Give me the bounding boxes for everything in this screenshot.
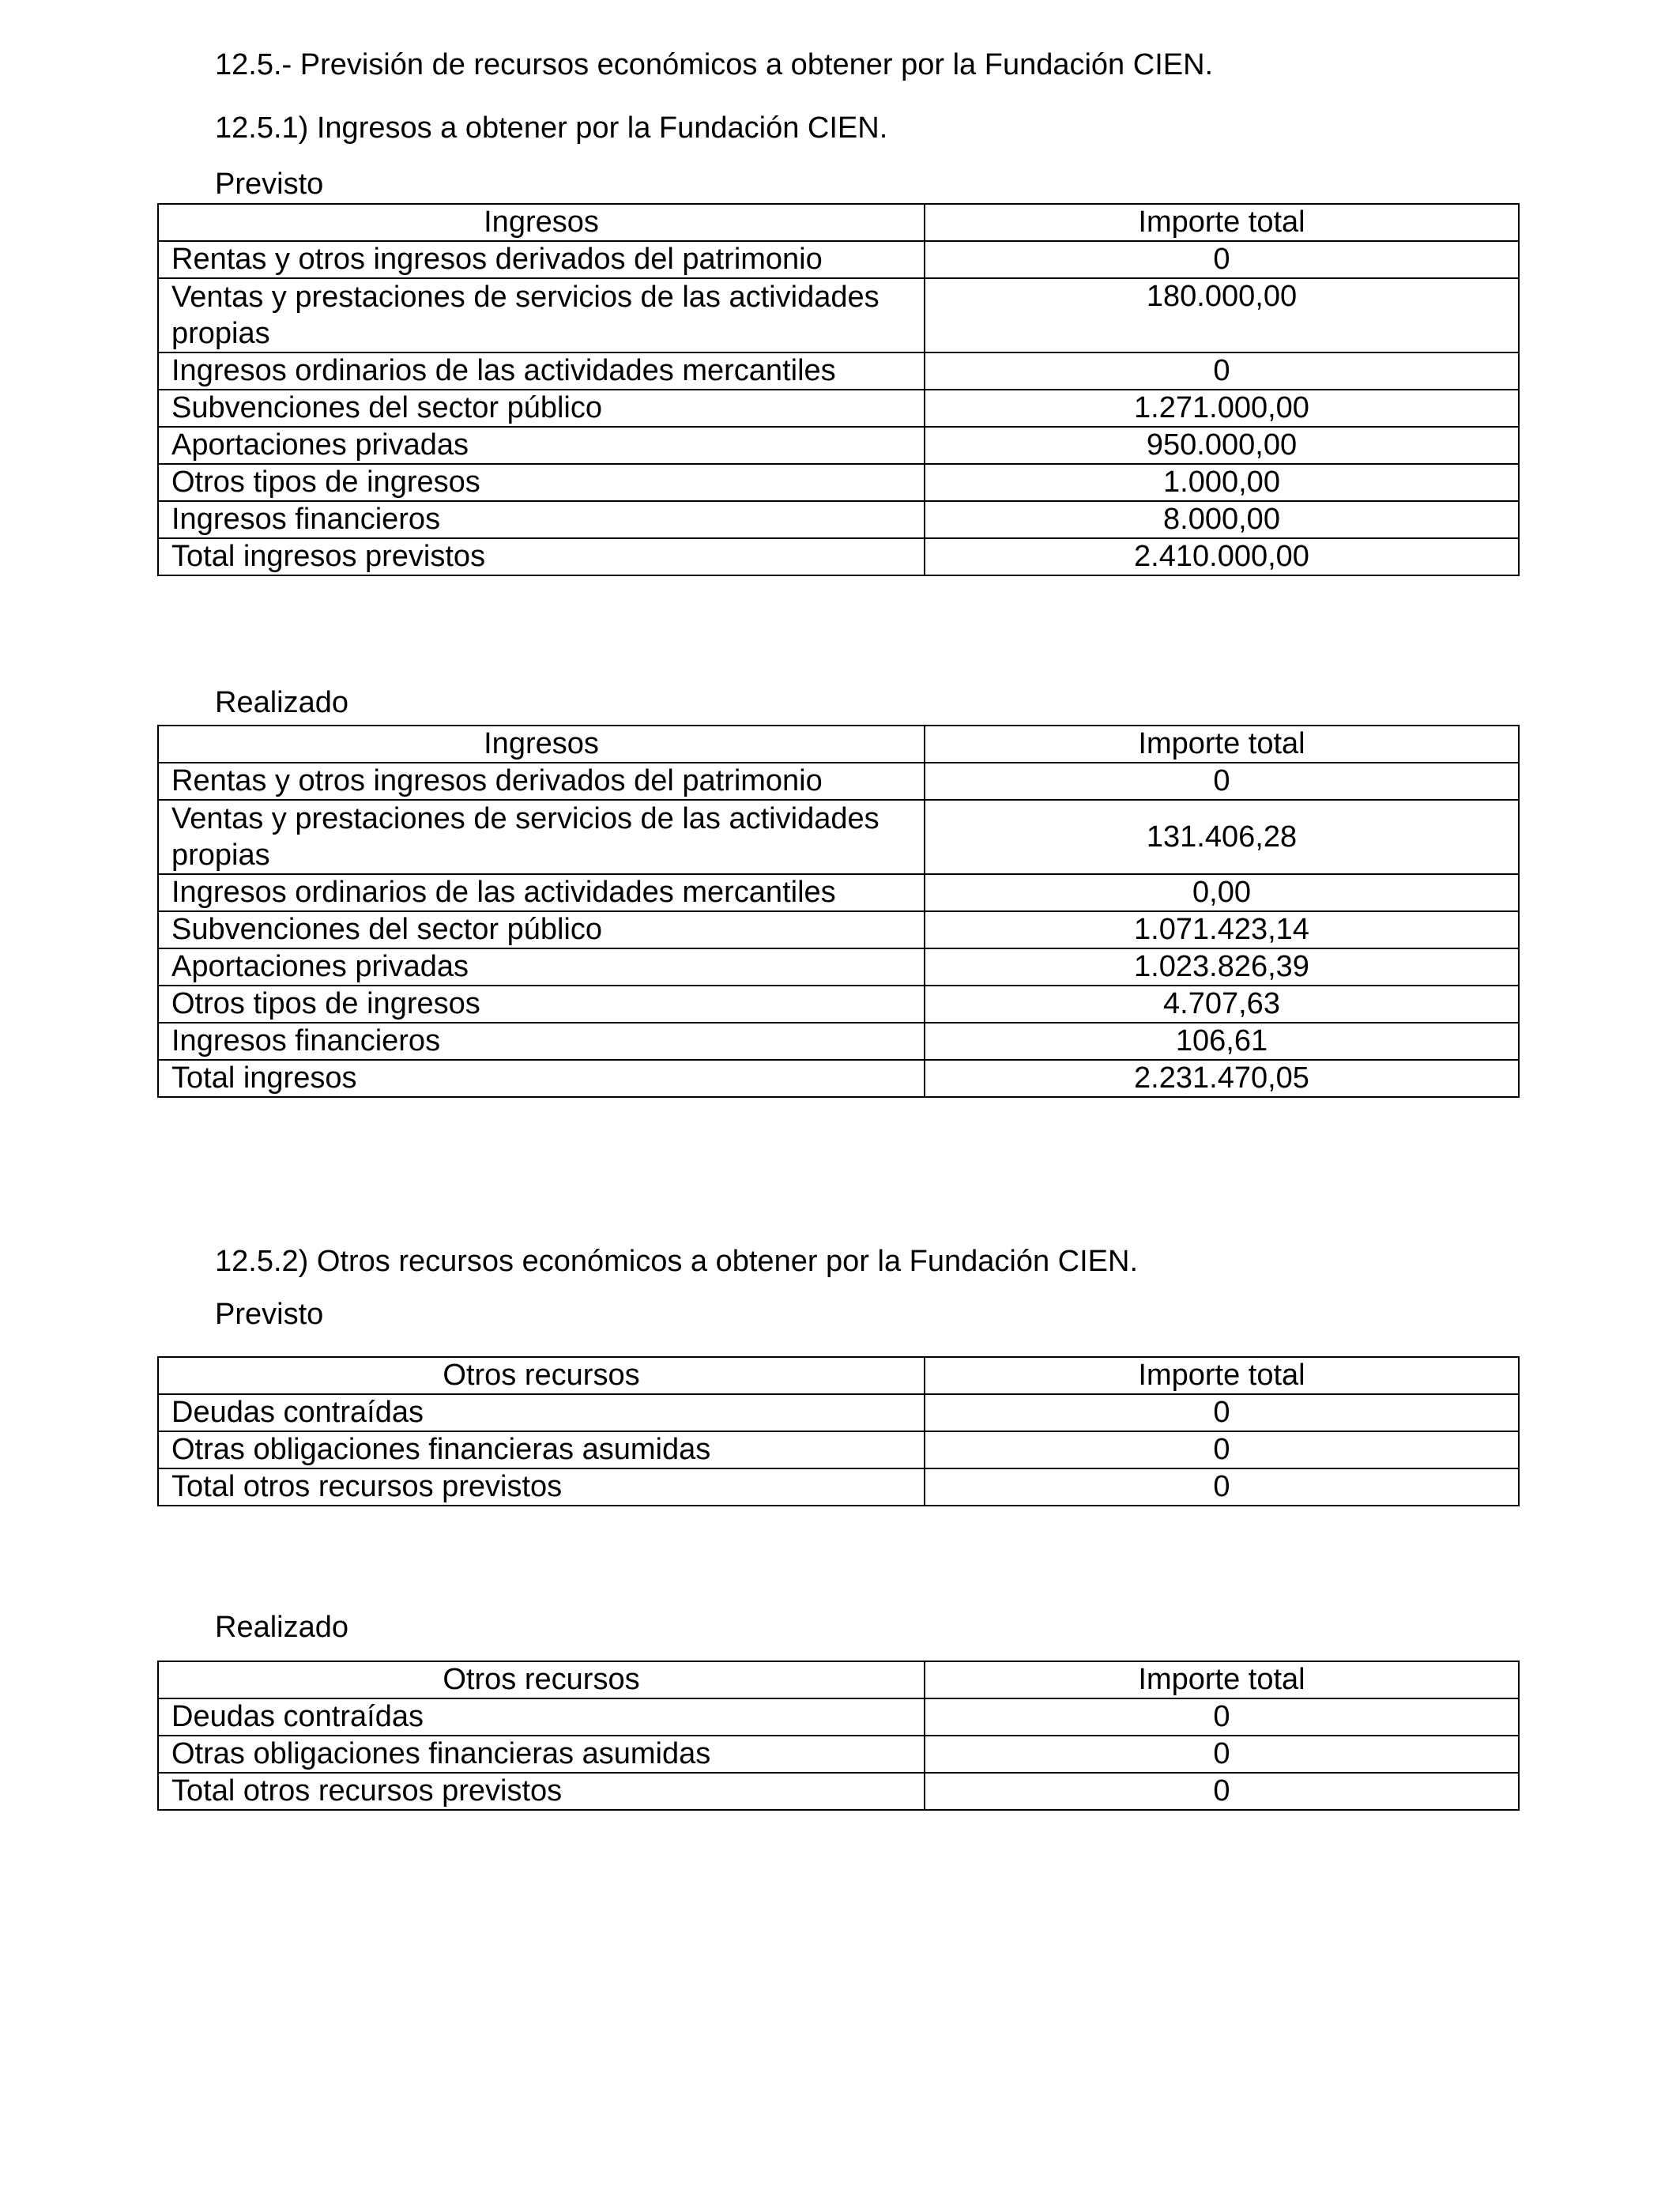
column-header-amount: Importe total [925,1661,1519,1698]
ingresos-realizado-table [157,725,1520,1098]
row-label: Ingresos ordinarios de las actividades mercantiles [158,352,925,390]
row-amount: 950.000,00 [925,427,1519,464]
table-header-row [158,1357,1519,1394]
column-header-amount: Importe total [925,204,1519,241]
row-amount: 4.707,63 [925,986,1519,1023]
row-amount: 0 [925,241,1519,278]
table-header-row [158,204,1519,241]
row-label: Ventas y prestaciones de servicios de las actividades propias [158,278,925,352]
otros-realizado-table [157,1661,1520,1811]
table-row [158,464,1519,501]
row-label: Otros tipos de ingresos [158,464,925,501]
row-label: Total ingresos [158,1060,925,1097]
table-header-row [158,1661,1519,1698]
row-label: Rentas y otros ingresos derivados del patrimonio [158,241,925,278]
row-label: Subvenciones del sector público [158,911,925,948]
row-amount: 1.000,00 [925,464,1519,501]
table-row [158,874,1519,911]
row-amount: 0 [925,1394,1519,1431]
table-row [158,390,1519,427]
row-amount: 1.071.423,14 [925,911,1519,948]
table-row [158,986,1519,1023]
column-header-amount: Importe total [925,1357,1519,1394]
table-row [158,352,1519,390]
row-amount: 2.231.470,05 [925,1060,1519,1097]
table-header-row [158,726,1519,763]
row-label: Deudas contraídas [158,1698,925,1736]
table-row [158,1023,1519,1060]
row-label: Otros tipos de ingresos [158,986,925,1023]
row-label: Total otros recursos previstos [158,1773,925,1810]
table-row [158,800,1519,874]
row-amount: 0 [925,352,1519,390]
row-label: Ingresos ordinarios de las actividades mercantiles [158,874,925,911]
table-row [158,1698,1519,1736]
row-amount: 0 [925,1736,1519,1773]
row-amount: 1.023.826,39 [925,948,1519,986]
row-amount: 0 [925,1468,1519,1506]
row-label: Aportaciones privadas [158,427,925,464]
otros-previsto-label: Previsto [215,1298,324,1331]
subsection-ingresos-title: 12.5.1) Ingresos a obtener por la Fundación CIEN. [215,111,888,145]
row-amount: 106,61 [925,1023,1519,1060]
row-label: Ingresos financieros [158,1023,925,1060]
row-amount: 0 [925,1431,1519,1468]
row-label: Deudas contraídas [158,1394,925,1431]
table-row [158,911,1519,948]
row-label: Ingresos financieros [158,501,925,538]
table-total-row [158,1468,1519,1506]
table-row [158,763,1519,800]
table-row [158,1431,1519,1468]
row-amount: 131.406,28 [925,800,1519,874]
row-label: Otras obligaciones financieras asumidas [158,1431,925,1468]
table-row [158,1394,1519,1431]
table-row [158,427,1519,464]
row-label: Rentas y otros ingresos derivados del patrimonio [158,763,925,800]
row-amount: 2.410.000,00 [925,538,1519,575]
row-label: Total ingresos previstos [158,538,925,575]
ingresos-previsto-label: Previsto [215,168,324,201]
row-amount: 0 [925,763,1519,800]
ingresos-realizado-label: Realizado [215,686,348,719]
table-row [158,501,1519,538]
column-header-amount: Importe total [925,726,1519,763]
table-row [158,948,1519,986]
table-total-row [158,538,1519,575]
column-header-concept: Ingresos [158,204,925,241]
row-amount: 180.000,00 [925,278,1519,352]
row-label: Ventas y prestaciones de servicios de las actividades propias [158,800,925,874]
row-amount: 8.000,00 [925,501,1519,538]
table-row [158,1736,1519,1773]
row-label: Otras obligaciones financieras asumidas [158,1736,925,1773]
otros-previsto-table [157,1356,1520,1506]
row-label: Subvenciones del sector público [158,390,925,427]
otros-realizado-label: Realizado [215,1611,348,1644]
column-header-concept: Ingresos [158,726,925,763]
row-amount: 0,00 [925,874,1519,911]
ingresos-previsto-table [157,203,1520,576]
row-amount: 0 [925,1773,1519,1810]
column-header-concept: Otros recursos [158,1661,925,1698]
row-label: Total otros recursos previstos [158,1468,925,1506]
row-amount: 0 [925,1698,1519,1736]
section-title: 12.5.- Previsión de recursos económicos a obtener por la Fundación CIEN. [215,48,1214,81]
table-row [158,241,1519,278]
table-row [158,278,1519,352]
table-total-row [158,1060,1519,1097]
row-amount: 1.271.000,00 [925,390,1519,427]
table-total-row [158,1773,1519,1810]
column-header-concept: Otros recursos [158,1357,925,1394]
row-label: Aportaciones privadas [158,948,925,986]
subsection-otros-title: 12.5.2) Otros recursos económicos a obtener por la Fundación CIEN. [215,1245,1139,1278]
